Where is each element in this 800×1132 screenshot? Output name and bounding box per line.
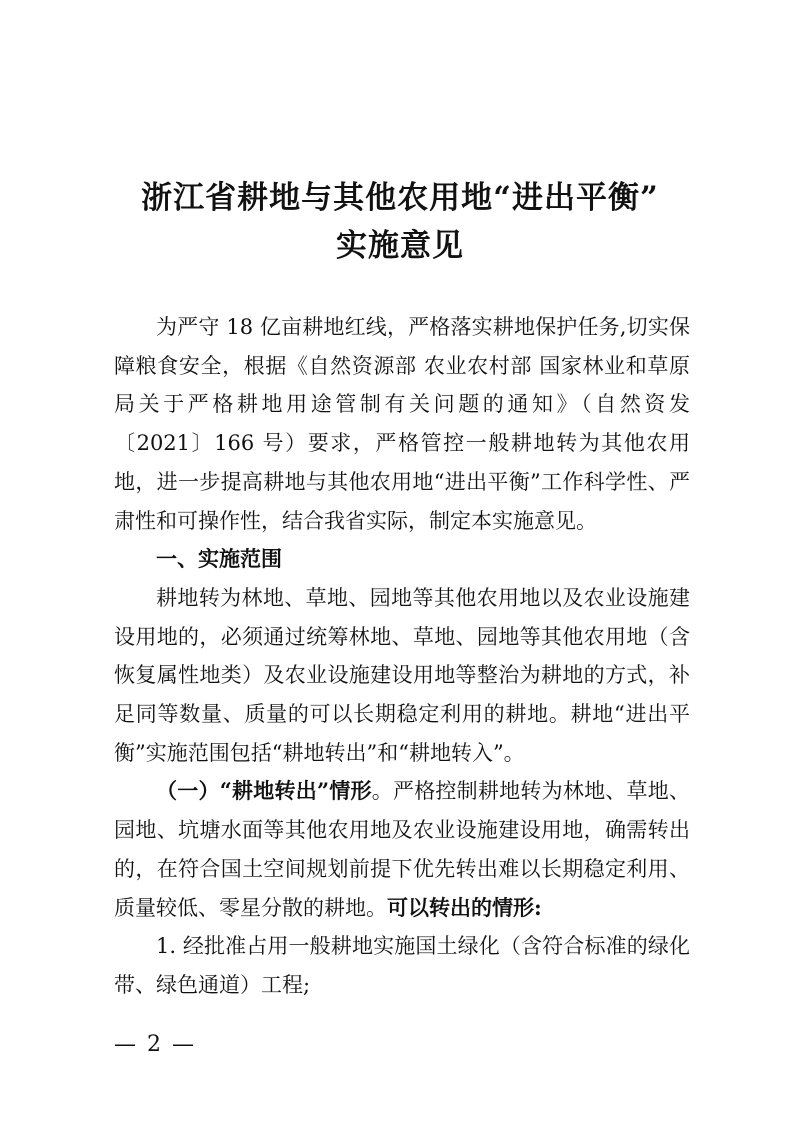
document-body — [114, 308, 690, 1005]
subsection-paragraph — [114, 772, 690, 927]
subsection-text: 。严格控制耕地转为林地、草地、园地、坑塘水面等其他农用地及农业设施建设用地，确需转出的，在符合国土空间规划前提下优先转出难以长期稳定利用、质量较低、零星分散的耕地。 — [114, 779, 690, 920]
document-title-line2: 实施意见 — [336, 228, 464, 264]
subsection-label: （一）“耕地转出”情形 — [156, 778, 372, 804]
document-title-line1: 浙江省耕地与其他农用地“进出平衡” — [141, 180, 659, 216]
section-paragraph: 耕地转为林地、草地、园地等其他农用地以及农业设施建设用地的，必须通过统筹林地、草地、园地等其他农用地（含恢复属性地类）及农业设施建设用地等整治为耕地的方式，补足同等数量、质量的可以长期稳定利用的耕地。耕地“进出平衡”实施范围包括“耕地转出”和“耕地转入”。 — [114, 585, 690, 765]
page-number: — 2 — — [114, 1032, 196, 1057]
list-item: 1. 经批准占用一般耕地实施国土绿化（含符合标准的绿化带、绿色通道）工程; — [114, 934, 690, 997]
subsection-emphasis: 可以转出的情形: — [387, 894, 542, 920]
section-heading: 一、实施范围 — [156, 547, 282, 572]
intro-paragraph: 为严守 18 亿亩耕地红线，严格落实耕地保护任务,切实保障粮食安全，根据《自然资源部 农业农村部 国家林业和草原局关于严格耕地用途管制有关问题的通知》（自然资发〔2021〕166 号）要求，严格管控一般耕地转为其他农用地，进一步提高耕地与其他农用地“进出平衡”工作科学性、严肃性和可操作性，结合我省实际，制定本实施意见。 — [114, 315, 690, 533]
